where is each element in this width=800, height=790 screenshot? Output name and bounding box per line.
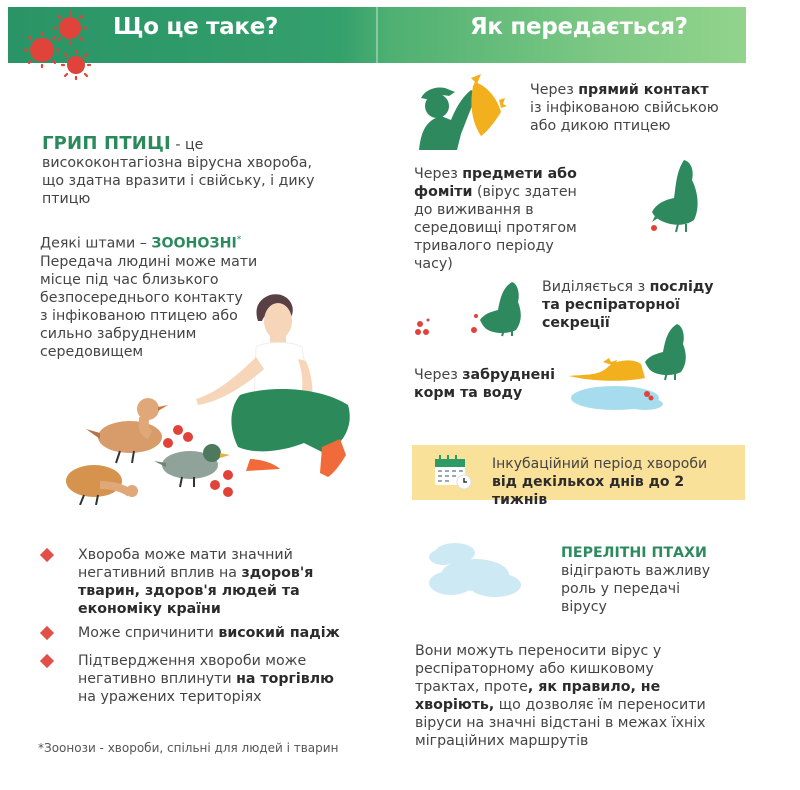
transmission-excretion: Виділяється з посліду та респіраторної секреції xyxy=(542,279,714,331)
migratory-carriers-text: Вони можуть переносити вірус у респіраторному або кишковому трактах, проте, як правило, не хворіють, що дозволяє їм переносити віруси на значні відстані в межах їхніх міграційних маршрутів xyxy=(415,643,706,749)
bullet-diamond-icon xyxy=(40,626,54,640)
bird-flu-definition: ГРИП ПТИЦІ - це висококонтагіозна вірусна хвороба, що здатна вразити і свійську, і дику птицю xyxy=(42,133,315,207)
transmission-direct-contact: Через прямий контакт із інфікованою свійською або дикою птицею xyxy=(530,82,719,134)
hen-pecking-icon xyxy=(648,158,704,238)
transmission-fomites: Через предмети або фоміти (вірус здатен до виживання в середовищі протягом тривалого періоду часу) xyxy=(414,166,577,272)
hen-droppings-icon xyxy=(412,280,522,340)
zoonotic-highlight: ЗООНОЗНІ xyxy=(151,235,237,252)
migratory-birds-info: ПЕРЕЛІТНІ ПТАХИ відіграють важливу роль у передачі вірусу xyxy=(561,545,711,615)
clouds-icon xyxy=(425,535,525,605)
person-feeding-ducks-illustration xyxy=(60,285,360,505)
section-title-transmission: Як передається? xyxy=(470,14,688,40)
bullet-diamond-icon xyxy=(40,654,54,668)
duck-icon xyxy=(66,465,138,505)
transmission-feed-water: Через забруднені корм та воду xyxy=(414,367,555,401)
zoonotic-info: Деякі штами – ЗООНОЗНІ* Передача людині може мати місце під час близького безпосереднього контакту з інфікованою птицею або сильно забрудненим середовищем xyxy=(40,235,258,360)
duck-icon xyxy=(154,444,230,487)
migratory-birds-title: ПЕРЕЛІТНІ ПТАХИ xyxy=(561,545,707,561)
bird-flu-title: ГРИП ПТИЦІ xyxy=(42,133,171,154)
footnote-zoonoses: *Зоонози - хвороби, спільні для людей і тварин xyxy=(38,741,339,755)
impact-item-health-economy: Хвороба може мати значний негативний вплив на здоров'я тварин, здоров'я людей та економіку країни xyxy=(78,547,314,617)
incubation-text: Інкубаційний період хвороби від декількох днів до 2 тижнів xyxy=(492,456,708,508)
bullet-diamond-icon xyxy=(40,548,54,562)
farmer-holding-bird-icon xyxy=(415,72,515,152)
contaminated-feed-water-icon xyxy=(565,320,695,415)
header-divider xyxy=(376,7,378,63)
impact-item-trade: Підтвердження хвороби може негативно вплинути на торгівлю на уражених територіях xyxy=(78,653,334,705)
duck-icon xyxy=(86,398,168,463)
virus-cluster-icon xyxy=(20,10,95,80)
calendar-clock-icon xyxy=(433,453,473,491)
impact-item-mortality: Може спричинити високий падіж xyxy=(78,625,340,641)
section-title-what-is-it: Що це таке? xyxy=(113,14,279,40)
